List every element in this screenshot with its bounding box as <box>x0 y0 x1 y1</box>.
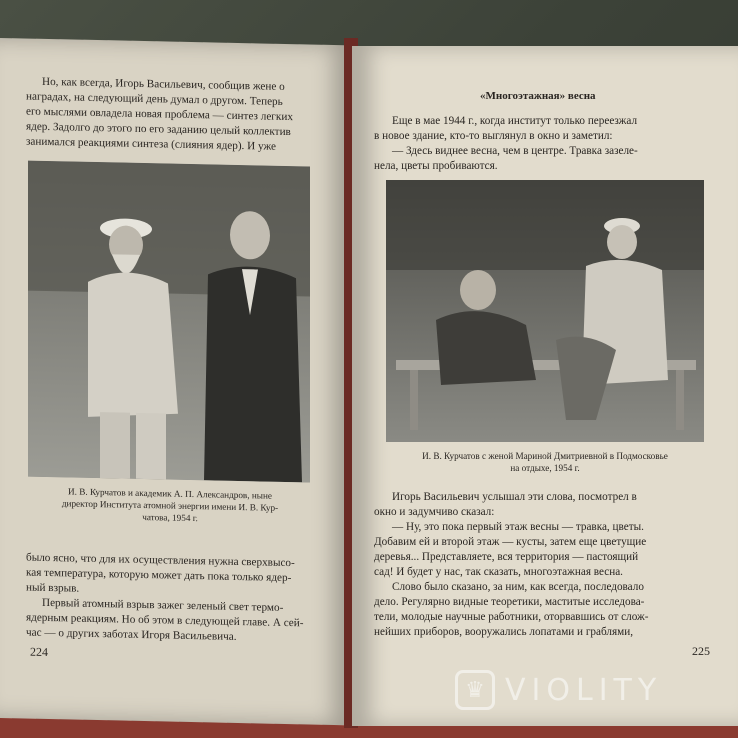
right-text-line: нейших приборов, вооружались лопатами и граблями, <box>374 626 633 638</box>
right-text-line: нела, цветы пробиваются. <box>374 160 498 172</box>
left-text-line: кая температура, которую может дать пока только ядер- <box>26 566 292 585</box>
right-text-line: Еще в мае 1944 г., когда институт только переезжал <box>392 115 638 127</box>
right-text-line: дело. Регулярно видные теоретики, маститые исследова- <box>374 596 645 608</box>
right-text-line: Добавим ей и второй этаж — кусты, затем еще цветущие <box>374 536 647 548</box>
photo-kurchatov-aleksandrov <box>28 161 310 483</box>
left-page <box>0 38 352 725</box>
left-text-line: час — о других заботах Игоря Васильевича. <box>26 626 237 643</box>
caption-line: И. В. Курчатов и академик А. П. Александров, ныне <box>68 486 272 501</box>
left-photo-caption <box>20 484 320 526</box>
left-text-line: ядерным реакциям. Но об этом в следующей главе. А сей- <box>26 611 304 630</box>
left-text-line: было ясно, что для их осуществления нужна сверхвысо- <box>26 551 295 570</box>
open-book <box>0 18 738 738</box>
running-header: «Многоэтажная» весна <box>480 90 596 102</box>
left-text-line: его мыслями овладела новая проблема — синтез легких <box>26 105 293 124</box>
left-text-line: занимался реакциями синтеза (слияния ядер). И уже <box>26 135 277 153</box>
left-text-line: Но, как всегда, Игорь Васильевич, сообщив жене о <box>42 75 285 93</box>
watermark <box>455 670 662 710</box>
watermark-logo-icon: ♛ <box>455 670 495 710</box>
right-text-line: тели, молодые научные работники, оторвавшись от слож- <box>374 611 649 623</box>
right-text-line: окно и задумчиво сказал: <box>374 506 495 518</box>
photo-kurchatov-with-wife <box>386 180 704 442</box>
right-text-line: — Здесь виднее весна, чем в центре. Травка зазеле- <box>392 145 638 157</box>
watermark-text: VIOLITY <box>505 672 663 708</box>
caption-line: на отдыхе, 1954 г. <box>510 463 580 473</box>
page-number-left: 224 <box>30 644 48 660</box>
right-text-line: сад! И будет у нас, так сказать, многоэтажная весна. <box>374 566 623 578</box>
right-text-line: деревья... Представляете, вся территория — пастоящий <box>374 551 639 563</box>
caption-line: директор Института атомной энергии имени И. В. Кур- <box>61 498 279 513</box>
caption-line: И. В. Курчатов с женой Мариной Дмитриевной в Подмосковье <box>422 451 668 461</box>
right-text-line: в новое здание, кто-то выглянул в окно и заметил: <box>374 130 613 142</box>
right-photo-caption <box>366 450 724 474</box>
left-text-line: наградах, на следующий день думал о другом. Теперь <box>26 90 283 108</box>
right-text-line: Игорь Васильевич услышал эти слова, посмотрел в <box>392 491 637 503</box>
right-text-line: Слово было сказано, за ним, как всегда, последовало <box>392 581 644 593</box>
right-page <box>352 46 738 726</box>
right-text-line: — Ну, это пока первый этаж весны — травка, цветы. <box>392 521 644 533</box>
left-text-line: ный взрыв. <box>26 581 80 595</box>
left-text-line: ядер. Задолго до этого по его заданию целый коллектив <box>26 120 291 139</box>
left-text-line: Первый атомный взрыв зажег зеленый свет термо- <box>42 596 284 614</box>
page-number-right: 225 <box>692 644 710 658</box>
caption-line: чатова, 1954 г. <box>142 511 198 524</box>
